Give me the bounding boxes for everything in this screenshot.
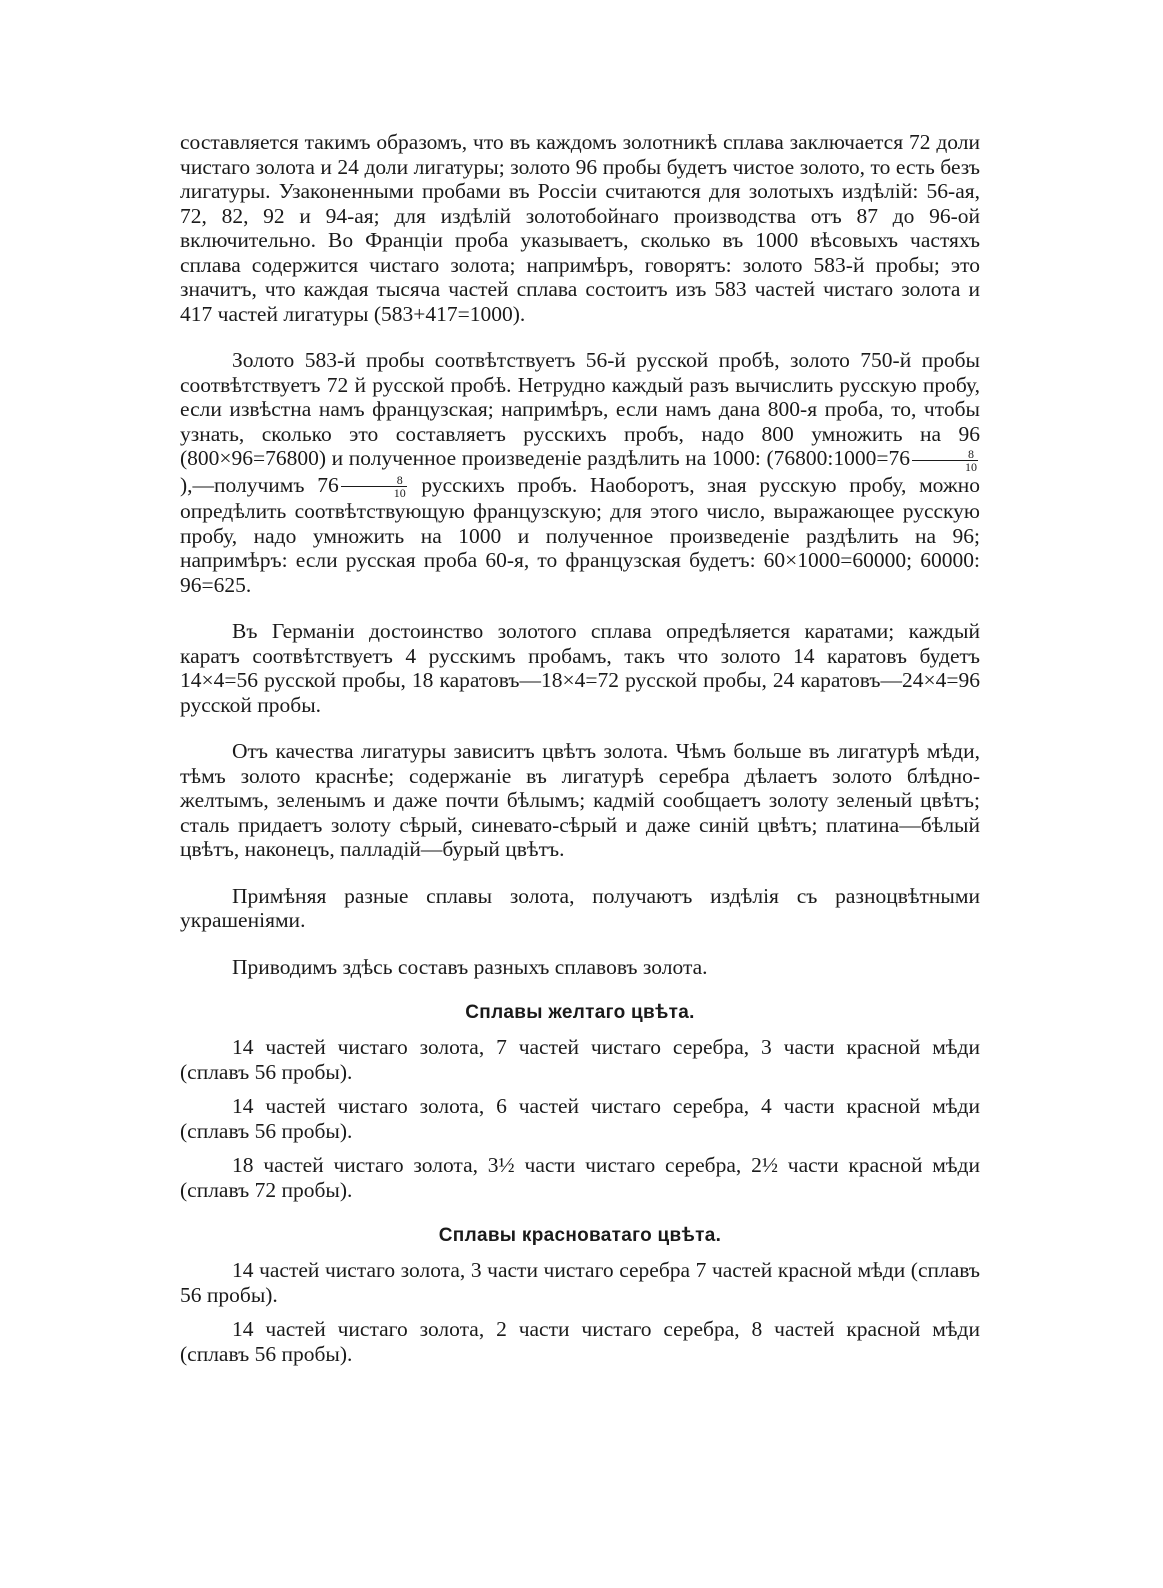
paragraph-karats: Въ Германіи достоинство золотого сплава опредѣляется каратами; каждый каратъ соотвѣтствуетъ 4 русскимъ пробамъ, такъ что золото 14 каратовъ будетъ 14×4=56 русской пробы, 18 каратовъ—18×4=72 русской пробы, 24 каратовъ—24×4=96 русской пробы.	[180, 619, 980, 717]
fraction-denominator: 10	[965, 459, 977, 474]
paragraph-proba-conversion	[180, 348, 980, 597]
list-item: 18 частей чистаго золота, 3½ части чистаго серебра, 2½ части красной мѣди (сплавъ 72 пробы).	[180, 1153, 980, 1202]
paragraph-alloys-intro: Приводимъ здѣсь составъ разныхъ сплавовъ золота.	[232, 954, 708, 979]
heading-yellow-alloys: Сплавы желтаго цвѣта.	[465, 1002, 695, 1024]
paragraph-multicolor: Примѣняя разные сплавы золота, получаютъ издѣлія съ разноцвѣтными украшеніями.	[180, 883, 980, 933]
list-item: 14 частей чистаго золота, 2 части чистаго серебра, 8 частей красной мѣди (сплавъ 56 пробы).	[180, 1317, 980, 1366]
fraction-eight-tenths	[912, 448, 978, 473]
paragraph-proba-intro: составляется такимъ образомъ, что въ каждомъ золотникѣ сплава заключается 72 доли чистаго золота и 24 доли лигатуры; золото 96 пробы будетъ чистое золото, то есть безъ лигатуры. Узаконенными пробами въ Россіи считаются для золотыхъ издѣлій: 56-ая, 72, 82, 92 и 94-ая; для издѣлій золотобойнаго производства отъ 87 до 96-ой включительно. Во Франціи проба указываетъ, сколько въ 1000 вѣсовыхъ частяхъ сплава содержится чистаго золота; напримѣръ, говорятъ: золото 583-й пробы; это значитъ, что каждая тысяча частей сплава состоитъ изъ 583 частей чистаго золота и 417 частей лигатуры (583+417=1000).	[180, 130, 980, 326]
list-item: 14 частей чистаго золота, 7 частей чистаго серебра, 3 части красной мѣди (сплавъ 56 пробы).	[180, 1035, 980, 1084]
paragraph-proba-conversion-part-b: ),—получимъ 76	[180, 472, 339, 497]
heading-reddish-alloys: Сплавы красноватаго цвѣта.	[438, 1225, 722, 1247]
fraction-eight-tenths-2	[341, 474, 407, 499]
fraction-numerator: 8	[341, 474, 407, 487]
paragraph-ligature-color: Отъ качества лигатуры зависитъ цвѣтъ золота. Чѣмъ больше въ лигатурѣ мѣди, тѣмъ золото краснѣе; содержаніе въ лигатурѣ серебра дѣлаетъ золото блѣдно-желтымъ, зеленымъ и даже почти бѣлымъ; кадмій сообщаетъ золоту зеленый цвѣтъ; сталь придаетъ золоту сѣрый, синевато-сѣрый и даже синій цвѣтъ; платина—бѣлый цвѣтъ, наконецъ, палладій—бурый цвѣтъ.	[180, 739, 980, 862]
paragraph-proba-conversion-part-c: русскихъ пробъ. Наоборотъ, зная русскую пробу, можно опредѣлить соотвѣтствующую французскую; для этого число, выражающее русскую пробу, надо умножить на 1000 и полученное произведеніе раздѣлить на 96; напримѣръ: если русская проба 60-я, то французская будетъ: 60×1000=60000; 60000: 96=625.	[180, 472, 981, 597]
document-page	[180, 130, 980, 1366]
list-item: 14 частей чистаго золота, 3 части чистаго серебра 7 частей красной мѣди (сплавъ 56 пробы).	[180, 1258, 980, 1307]
list-item: 14 частей чистаго золота, 6 частей чистаго серебра, 4 части красной мѣди (сплавъ 56 пробы).	[180, 1094, 980, 1143]
fraction-denominator: 10	[393, 486, 406, 501]
paragraph-proba-conversion-part-a: Золото 583-й пробы соотвѣтствуетъ 56-й русской пробѣ, золото 750-й пробы соотвѣтствуетъ 72 й русской пробѣ. Нетрудно каждый разъ вычислить русскую пробу, если извѣстна намъ французская; напримѣръ, если намъ дана 800-я проба, то, чтобы узнать, сколько это составляетъ русскихъ пробъ, надо 800 умножить на 96 (800×96=76800) и полученное произведеніе раздѣлить на 1000: (76800:1000=76	[180, 348, 980, 470]
fraction-numerator: 8	[912, 448, 978, 461]
